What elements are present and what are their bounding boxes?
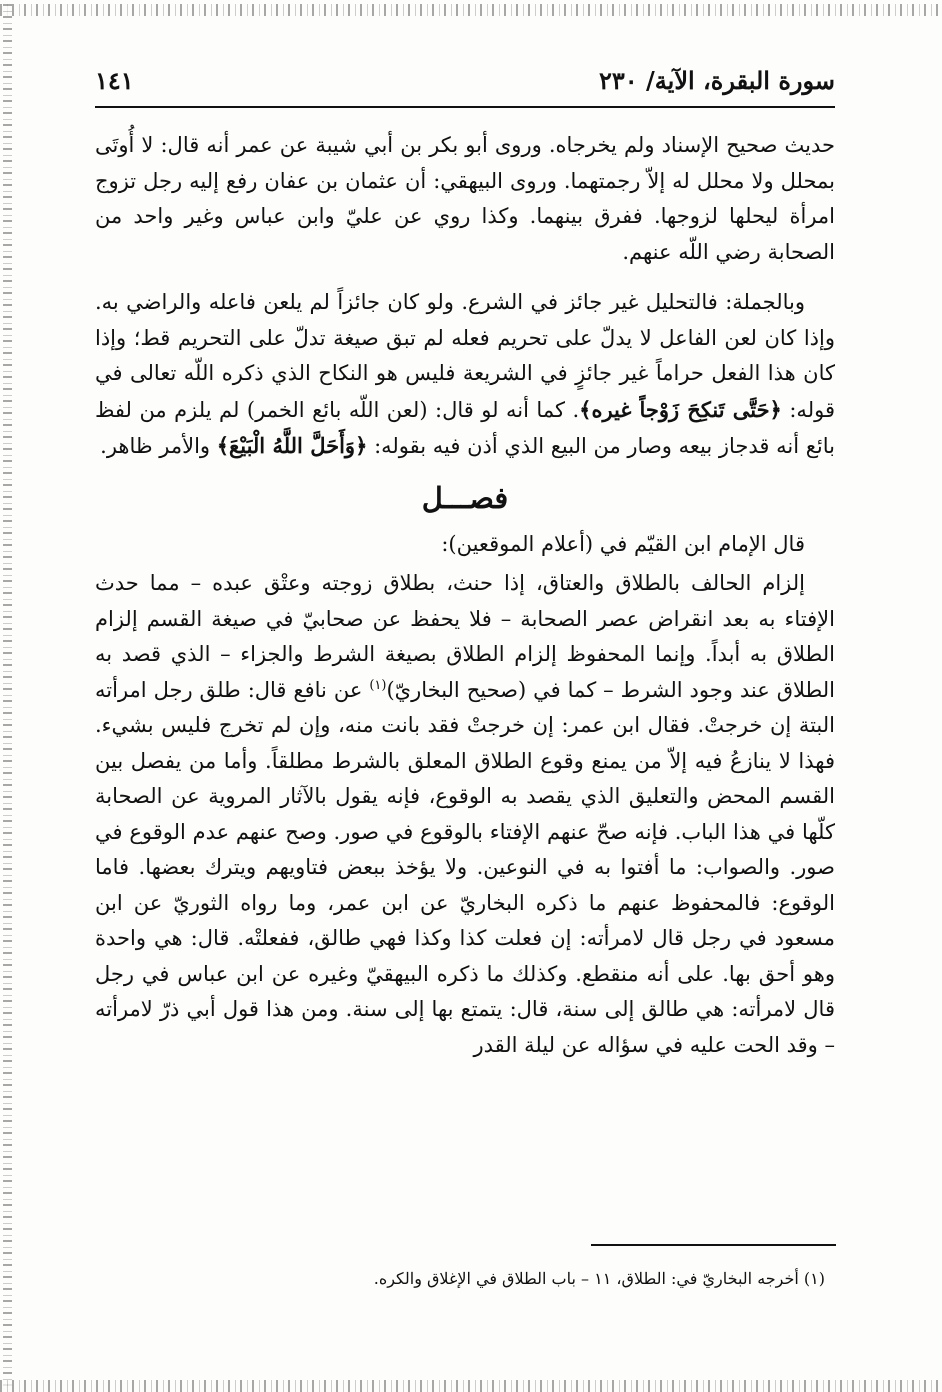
section-heading: فصـــل xyxy=(421,480,509,515)
paragraph-tahlil-text-2: . كما أنه لو قال: (لعن اللّه بائع الخمر) لم يلزم من لفظ بائع أنه قدجاز بيعه وصار من البيع الذي أذن فيه بقوله: xyxy=(95,397,835,458)
quote-text-1: إلزام الحالف بالطلاق والعتاق، إذا حنث، بطلاق زوجته وعتْق عبده – مما حدث الإفتاء به بعد انقراض عصر الصحابة – فلا يحفظ عن صحابيّ في صيغة القسم إلزام الطلاق به أبداً. وإنما المحفوظ إلزام الطلاق بصيغة الشرط والجزاء – الذي قصد به الطلاق عند وجود الشرط – كما في (صحيح البخاريّ) xyxy=(95,571,835,702)
page-number: ١٤١ xyxy=(95,66,134,95)
quran-verse-1: ﴿حَتَّى تَنكِحَ زَوْجاً غيره﴾ xyxy=(579,396,782,422)
footnote-divider xyxy=(591,1244,836,1246)
paragraph-hadith: حديث صحيح الإسناد ولم يخرجاه. وروى أبو بكر بن أبي شيبة عن عمر أنه قال: لا أُوتَى بمحلل ولا محلل له إلاّ رجمتهما. وروى البيهقي: أن عثمان بن عفان رفع إليه رجل تزوج امرأة ليحلها لزوجها. ففرق بينهما. وكذا روي عن عليّ وابن عباس وغير واحد من الصحابة رضي اللّه عنهم. xyxy=(95,133,835,264)
footnote-reference[interactable]: (١) xyxy=(369,677,387,693)
paragraph-tahlil xyxy=(95,285,835,465)
decorative-border-left xyxy=(3,4,12,1388)
intro-line: قال الإمام ابن القيّم في (أعلام الموقعين): xyxy=(441,531,805,556)
paragraph-tahlil-text-1: وبالجملة: فالتحليل غير جائز في الشرع. ولو كان جائزاً لم يلعن فاعله والراضي به. وإذا كان لعن الفاعل لا يدلّ على تحريم فعله لم تبق صيغة تدلّ على التحريم قط؛ وإذا كان هذا الفعل حراماً غير جائزٍ في الشريعة فليس هو النكاح الذي ذكره اللّه تعالى في قوله: xyxy=(95,290,835,422)
decorative-border-top xyxy=(0,4,942,16)
footnote: (١) أخرجه البخاريّ في: الطلاق، ١١ – باب الطلاق في الإغلاق والكره. xyxy=(373,1269,825,1288)
running-title: سورة البقرة، الآية/ ٢٣٠ xyxy=(598,66,835,95)
paragraph-quote xyxy=(95,566,835,1063)
page-header xyxy=(95,62,835,108)
paragraph-tahlil-text-3: والأمر ظاهر. xyxy=(100,434,211,458)
decorative-border-bottom xyxy=(0,1380,942,1392)
quran-verse-2: ﴿وَأَحَلَّ اللَّهُ الْبَيْعَ﴾ xyxy=(216,433,368,458)
page-body xyxy=(95,128,835,1063)
quote-text-2: عن نافع قال: طلق رجل امرأته البتة إن خرجتْ. فقال ابن عمر: إن خرجتْ فقد بانت منه، وإن لم تخرج فليس بشيء. فهذا لا ينازعُ فيه إلاّ من يمنع وقوع الطلاق المعلق بالشرط مطلقاً. وأما من يفصل بين القسم المحض والتعليق الذي يقصد به الوقوع، فإنه يقول بالآثار المروية عن الصحابة كلّها في هذا الباب. فإنه صحّ عنهم الإفتاء بالوقوع في صور. وصح عنهم عدم الوقوع في صور. والصواب: ما أفتوا به في النوعين. ولا يؤخذ ببعض فتاويهم ويترك بعضها. فاما الوقوع: فالمحفوظ عنهم ما ذكره البخاريّ عن ابن عمر، وما رواه الثوريّ عن ابن مسعود في رجل قال لامرأته: إن فعلت كذا وكذا فهي طالق، ففعلتْه. قال: هي واحدة وهو أحق بها. على أنه منقطع. وكذلك ما ذكره البيهقيّ وغيره عن ابن عباس في رجل قال لامرأته: هي طالق إلى سنة، قال: يتمتع بها إلى سنة. ومن هذا قول أبي ذرّ لامرأته – وقد الحت عليه في سؤاله عن ليلة القدر xyxy=(95,677,835,1057)
